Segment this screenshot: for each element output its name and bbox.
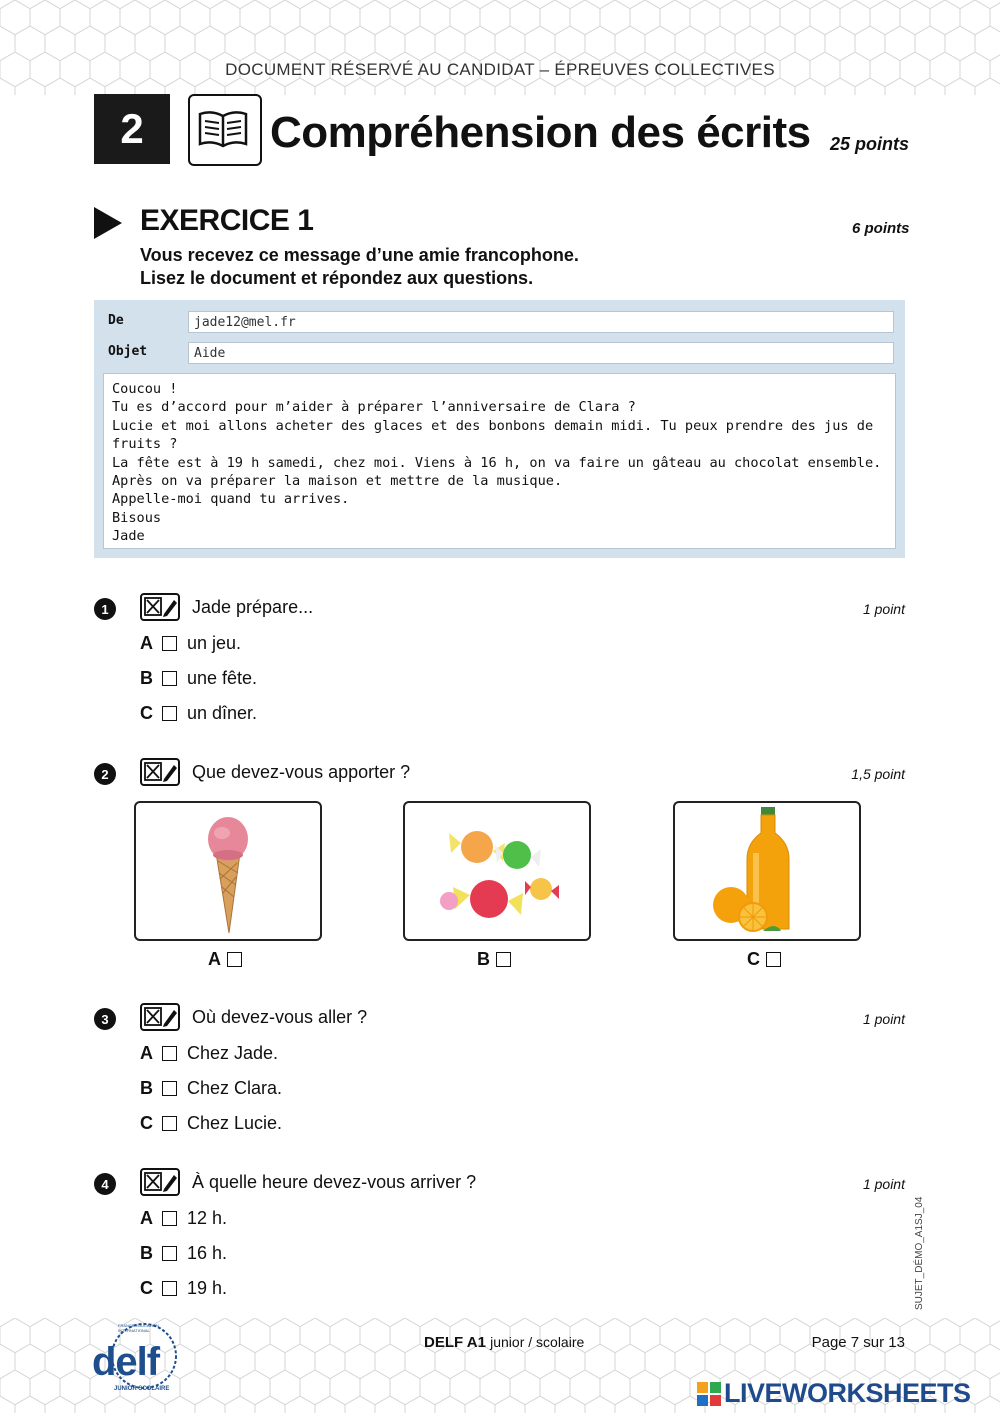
email-body-line: Tu es d’accord pour m’aider à préparer l’anniversaire de Clara ?: [112, 399, 636, 416]
q2-option-b[interactable]: [477, 949, 521, 970]
email-from-label: De: [108, 313, 124, 328]
q3-option-a[interactable]: [140, 1043, 278, 1064]
email-body-line: La fête est à 19 h samedi, chez moi. Viens à 16 h, on va faire un gâteau au chocolat ensemble.: [112, 454, 882, 471]
option-text: 12 h.: [187, 1208, 228, 1228]
option-letter: C: [747, 949, 760, 969]
email-body-line: Bisous: [112, 509, 162, 526]
liveworksheets-brand: [697, 1378, 971, 1409]
header-note: DOCUMENT RÉSERVÉ AU CANDIDAT – ÉPREUVES COLLECTIVES: [225, 60, 775, 79]
email-body-line: Appelle-moi quand tu arrives.: [112, 491, 350, 508]
option-text: Chez Clara.: [187, 1078, 283, 1098]
answer-checkbox[interactable]: [162, 671, 177, 686]
option-letter: C: [140, 1278, 153, 1298]
answer-checkbox[interactable]: [162, 1046, 177, 1061]
q4-option-c[interactable]: [140, 1278, 227, 1299]
question-1-text: Jade prépare...: [192, 597, 314, 617]
logo-text: delf: [92, 1340, 160, 1384]
option-letter: A: [208, 949, 221, 969]
question-3-number: 3: [94, 1008, 116, 1030]
question-2-number: 2: [94, 763, 116, 785]
question-1-points: 1 point: [862, 601, 905, 617]
option-text: une fête.: [187, 668, 258, 688]
option-letter: C: [140, 1113, 153, 1133]
option-text: un dîner.: [187, 703, 258, 723]
answer-checkbox[interactable]: [162, 1211, 177, 1226]
option-letter: A: [140, 1043, 153, 1063]
email-body-line: Lucie et moi allons acheter des glaces et des bonbons demain midi. Tu peux prendre des jus de fruits ?: [112, 417, 882, 453]
book-icon: [188, 94, 262, 166]
section-number: 2: [94, 94, 170, 164]
answer-checkbox[interactable]: [162, 1081, 177, 1096]
instruction-line-1: Vous recevez ce message d’une amie francophone.: [140, 245, 579, 265]
option-text: 19 h.: [187, 1278, 228, 1298]
question-3-points: 1 point: [862, 1011, 905, 1027]
exercise-points: 6 points: [852, 220, 910, 237]
footer-exam: [424, 1334, 584, 1351]
logo-sub: JUNIOR SCOLAIRE: [114, 1386, 170, 1392]
footer-exam-level: junior / scolaire: [490, 1334, 585, 1350]
question-1-number: 1: [94, 598, 116, 620]
candies-image: [403, 801, 591, 941]
option-letter: B: [140, 1243, 153, 1263]
email-body-line: Après on va préparer la maison et mettre de la musique.: [112, 473, 563, 490]
answer-checkbox[interactable]: [496, 952, 511, 967]
question-3-text: Où devez-vous aller ?: [192, 1007, 368, 1027]
instruction-line-2: Lisez le document et répondez aux questions.: [140, 268, 534, 288]
section-title: Compréhension des écrits: [270, 108, 811, 157]
checkbox-pencil-icon: [140, 1003, 180, 1031]
question-4-number: 4: [94, 1173, 116, 1195]
q3-option-b[interactable]: [140, 1078, 282, 1099]
answer-checkbox[interactable]: [162, 1281, 177, 1296]
answer-checkbox[interactable]: [766, 952, 781, 967]
delf-logo: [88, 1320, 188, 1400]
checkbox-pencil-icon: [140, 593, 180, 621]
option-letter: A: [140, 633, 153, 653]
brand-text: LIVEWORKSHEETS: [724, 1378, 971, 1408]
q3-option-c[interactable]: [140, 1113, 282, 1134]
q2-option-a[interactable]: [208, 949, 252, 970]
question-4-points: 1 point: [862, 1176, 905, 1192]
answer-checkbox[interactable]: [162, 706, 177, 721]
option-letter: B: [477, 949, 490, 969]
answer-checkbox[interactable]: [162, 1246, 177, 1261]
q4-option-a[interactable]: [140, 1208, 227, 1229]
logo-ring: FRANCE ÉDUCATION INTERNATIONAL: [118, 1323, 159, 1333]
option-letter: C: [140, 703, 153, 723]
orange-juice-image: [673, 801, 861, 941]
play-arrow-icon: [94, 207, 122, 239]
option-text: Chez Lucie.: [187, 1113, 283, 1133]
checkbox-pencil-icon: [140, 758, 180, 786]
side-code: SUJET_DÉMO_A1SJ_04: [914, 1196, 925, 1310]
email-subject-label: Objet: [108, 344, 148, 359]
answer-checkbox[interactable]: [227, 952, 242, 967]
email-body-line: Coucou !: [112, 381, 178, 397]
email-subject-field: Aide: [188, 342, 894, 364]
email-from-field: jade12@mel.fr: [188, 311, 894, 333]
footer-exam-name: DELF A1: [424, 1334, 486, 1351]
q1-option-c[interactable]: [140, 703, 257, 724]
q2-option-c[interactable]: [747, 949, 791, 970]
footer-page: Page 7 sur 13: [811, 1334, 905, 1351]
option-letter: B: [140, 1078, 153, 1098]
hexagon-pattern-top: [0, 0, 1000, 95]
answer-checkbox[interactable]: [162, 636, 177, 651]
option-text: Chez Jade.: [187, 1043, 279, 1063]
exercise-title: EXERCICE 1: [140, 204, 314, 237]
question-2-text: Que devez-vous apporter ?: [192, 762, 411, 782]
section-points: 25 points: [830, 134, 910, 154]
option-text: un jeu.: [187, 633, 242, 653]
question-4-text: À quelle heure devez-vous arriver ?: [192, 1172, 477, 1192]
option-letter: A: [140, 1208, 153, 1228]
question-2-points: 1,5 point: [851, 766, 905, 782]
option-text: 16 h.: [187, 1243, 228, 1263]
option-letter: B: [140, 668, 153, 688]
ice-cream-image: [134, 801, 322, 941]
q4-option-b[interactable]: [140, 1243, 227, 1264]
q1-option-a[interactable]: [140, 633, 241, 654]
checkbox-pencil-icon: [140, 1168, 180, 1196]
email-body-line: Jade: [112, 528, 145, 545]
q1-option-b[interactable]: [140, 668, 257, 689]
email-body: [103, 373, 896, 549]
answer-checkbox[interactable]: [162, 1116, 177, 1131]
liveworksheets-logo-icon: [697, 1382, 721, 1406]
